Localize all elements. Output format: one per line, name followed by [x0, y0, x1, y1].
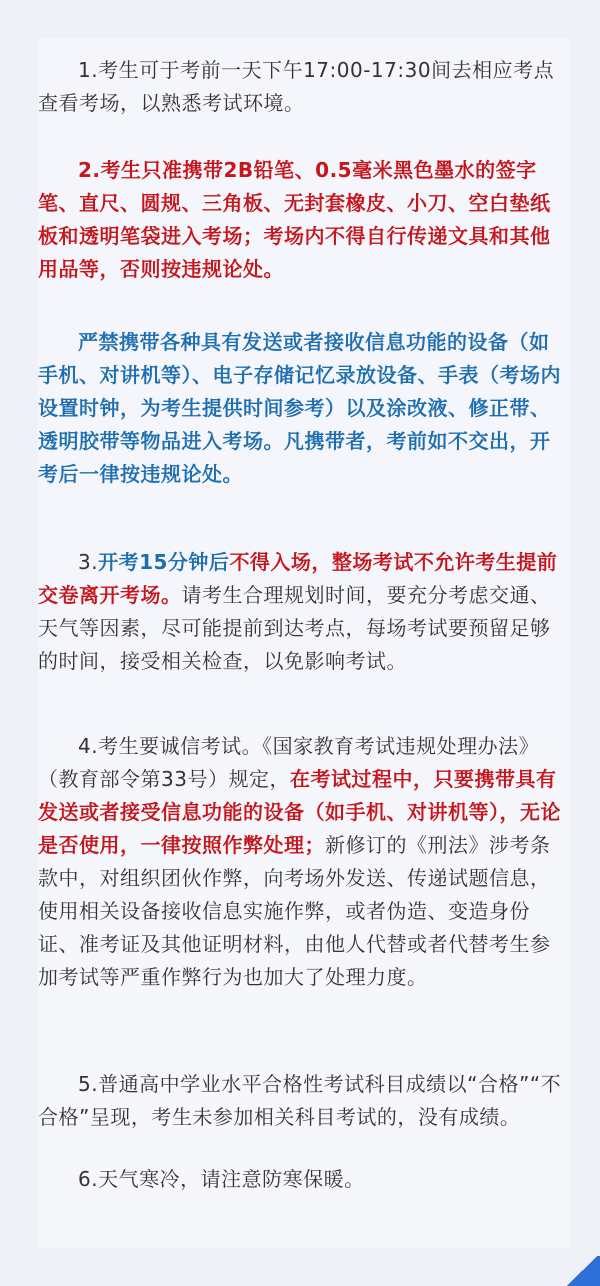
rule-4-intro: 4.考生要诚信考试。《国家教育考试违规处理办法》（教育部令第33号）规定， [38, 734, 540, 791]
rule-2: 2.考生只准携带2B铅笔、0.5毫米黑色墨水的签字笔、直尺、圆规、三角板、无封套橡皮、小刀、空白垫纸板和透明笔袋进入考场；考场内不得自行传递文具和其他用品等，否则按违规论处。 [38, 158, 551, 281]
rule-4 [38, 730, 562, 994]
rule-5: 5.普通高中学业水平合格性考试科目成绩以“合格”“不合格”呈现，考生未参加相关科目考试的，没有成绩。 [38, 1072, 562, 1129]
top-background [0, 0, 600, 38]
rule-3-no-entry: 不得入场，整场考试不允许考生提前交卷离开考场。 [38, 550, 558, 607]
rule-4-cheating: 在考试过程中，只要携带具有发送或者接受信息功能的设备（如手机、对讲机等），无论是否使用，一律按照作弊处理； [38, 767, 561, 857]
rule-1: 1.考生可于考前一天下午17:00-17:30间去相应考点查看考场，以熟悉考试环境。 [38, 58, 555, 115]
rule-3-advice: 请考生合理规划时间，要充分考虑交通、天气等因素，尽可能提前到达考点，每场考试要预留足够的时间，接受相关检查，以免影响考试。 [38, 583, 551, 673]
rule-3-time-limit: 开考15分钟后 [98, 550, 230, 574]
rule-6: 6.天气寒冷，请注意防寒保暖。 [78, 1167, 365, 1191]
corner-decoration [564, 1256, 600, 1286]
rule-3 [38, 546, 562, 678]
rule-2-prohibited-items: 严禁携带各种具有发送或者接收信息功能的设备（如手机、对讲机等）、电子存储记忆录放设备、手表（考场内设置时钟，为考生提供时间参考）以及涂改液、修正带、透明胶带等物品进入考场。凡携带者，考前如不交出，开考后一律按违规论处。 [38, 330, 561, 486]
rule-3-number: 3. [78, 550, 99, 574]
rule-4-criminal-law: 新修订的《刑法》涉考条款中，对组织团伙作弊，向考场外发送、传递试题信息，使用相关设备接收信息实施作弊，或者伪造、变造身份证、准考证及其他证明材料，由他人代替或者代替考生参加考试等严重作弊行为也加大了处理力度。 [38, 833, 551, 989]
